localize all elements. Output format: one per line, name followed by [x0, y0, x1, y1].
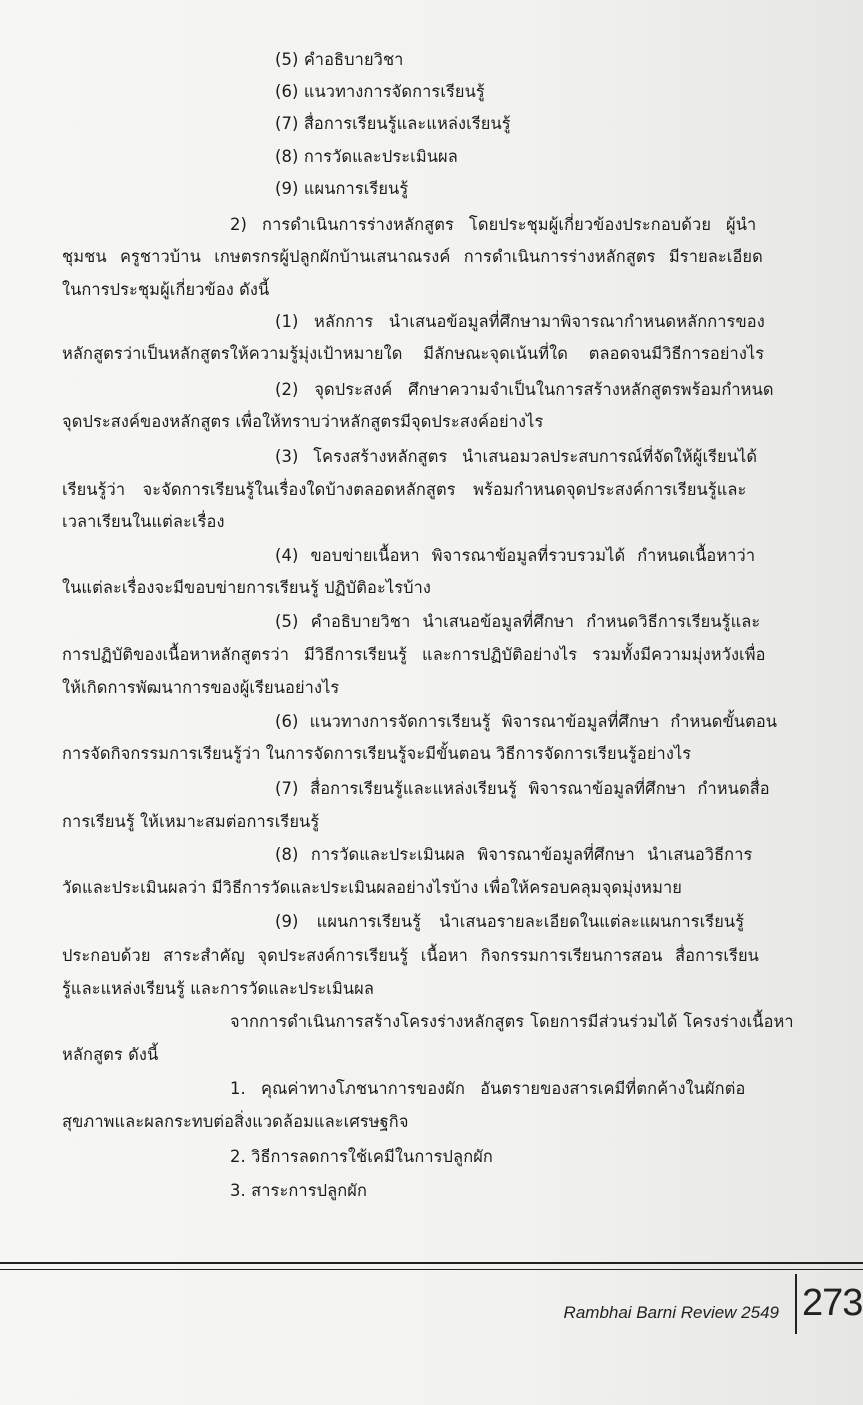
- text-line: ให้เกิดการพัฒนาการของผู้เรียนอย่างไร: [62, 678, 340, 697]
- journal-name: Rambhai Barni Review 2549: [563, 1303, 779, 1322]
- text-line: (7) สื่อการเรียนรู้และแหล่งเรียนรู้: [275, 114, 511, 133]
- text-line: หลักสูตรว่าเป็นหลักสูตรให้ความรู้มุ่งเป้าหมายใด มีลักษณะจุดเน้นที่ใด ตลอดจนมีวิธีการอย่างไร: [62, 344, 765, 363]
- text-line: (6) แนวทางการจัดการเรียนรู้ พิจารณาข้อมูลที่ศึกษา กำหนดขั้นตอน: [275, 712, 778, 731]
- text-line: ในแต่ละเรื่องจะมีขอบข่ายการเรียนรู้ ปฏิบัติอะไรบ้าง: [62, 578, 432, 597]
- text-line: (8) การวัดและประเมินผล: [275, 147, 458, 166]
- text-line: (1) หลักการ นำเสนอข้อมูลที่ศึกษามาพิจารณากำหนดหลักการของ: [275, 312, 765, 331]
- text-line: เรียนรู้ว่า จะจัดการเรียนรู้ในเรื่องใดบ้างตลอดหลักสูตร พร้อมกำหนดจุดประสงค์การเรียนรู้และ: [62, 480, 747, 499]
- footer-divider: [795, 1274, 797, 1334]
- text-line: จากการดำเนินการสร้างโครงร่างหลักสูตร โดยการมีส่วนร่วมได้ โครงร่างเนื้อหา: [230, 1012, 794, 1031]
- text-line: (8) การวัดและประเมินผล พิจารณาข้อมูลที่ศึกษา นำเสนอวิธีการ: [275, 845, 753, 864]
- footer-rule-bottom: [0, 1269, 863, 1270]
- text-line: (9) แผนการเรียนรู้: [275, 179, 409, 198]
- text-line: การเรียนรู้ ให้เหมาะสมต่อการเรียนรู้: [62, 812, 320, 831]
- text-line: (5) คำอธิบายวิชา: [275, 50, 404, 69]
- page-number: 273: [802, 1282, 863, 1324]
- text-line: หลักสูตร ดังนี้: [62, 1045, 159, 1064]
- text-line: การจัดกิจกรรมการเรียนรู้ว่า ในการจัดการเรียนรู้จะมีขั้นตอน วิธีการจัดการเรียนรู้อย่างไร: [62, 744, 692, 763]
- text-line: (4) ขอบข่ายเนื้อหา พิจารณาข้อมูลที่รวบรวมได้ กำหนดเนื้อหาว่า: [275, 546, 756, 565]
- text-line: 1. คุณค่าทางโภชนาการของผัก อันตรายของสารเคมีที่ตกค้างในผักต่อ: [230, 1079, 746, 1098]
- text-line: ประกอบด้วย สาระสำคัญ จุดประสงค์การเรียนรู้ เนื้อหา กิจกรรมการเรียนการสอน สื่อการเรียน: [62, 946, 759, 965]
- text-line: (2) จุดประสงค์ ศึกษาความจำเป็นในการสร้างหลักสูตรพร้อมกำหนด: [275, 380, 774, 399]
- text-line: 2) การดำเนินการร่างหลักสูตร โดยประชุมผู้เกี่ยวข้องประกอบด้วย ผู้นำ: [230, 215, 757, 234]
- footer-rule-top: [0, 1262, 863, 1264]
- text-line: ในการประชุมผู้เกี่ยวข้อง ดังนี้: [62, 280, 270, 299]
- text-line: (6) แนวทางการจัดการเรียนรู้: [275, 82, 485, 101]
- text-line: การปฏิบัติของเนื้อหาหลักสูตรว่า มีวิธีการเรียนรู้ และการปฏิบัติอย่างไร รวมทั้งมีความมุ่งหวังเพื่อ: [62, 645, 766, 664]
- text-line: (3) โครงสร้างหลักสูตร นำเสนอมวลประสบการณ์ที่จัดให้ผู้เรียนได้: [275, 447, 758, 466]
- text-line: จุดประสงค์ของหลักสูตร เพื่อให้ทราบว่าหลักสูตรมีจุดประสงค์อย่างไร: [62, 412, 544, 431]
- text-line: 2. วิธีการลดการใช้เคมีในการปลูกผัก: [230, 1147, 493, 1166]
- text-line: รู้และแหล่งเรียนรู้ และการวัดและประเมินผล: [62, 979, 375, 998]
- text-line: (7) สื่อการเรียนรู้และแหล่งเรียนรู้ พิจารณาข้อมูลที่ศึกษา กำหนดสื่อ: [275, 779, 770, 798]
- text-line: สุขภาพและผลกระทบต่อสิ่งแวดล้อมและเศรษฐกิจ: [62, 1112, 409, 1131]
- text-line: เวลาเรียนในแต่ละเรื่อง: [62, 512, 225, 531]
- text-line: ชุมชน ครูชาวบ้าน เกษตรกรผู้ปลูกผักบ้านเสนาณรงค์ การดำเนินการร่างหลักสูตร มีรายละเอียด: [62, 247, 763, 266]
- text-line: 3. สาระการปลูกผัก: [230, 1181, 367, 1200]
- text-line: (5) คำอธิบายวิชา นำเสนอข้อมูลที่ศึกษา กำหนดวิธีการเรียนรู้และ: [275, 612, 761, 631]
- text-line: วัดและประเมินผลว่า มีวิธีการวัดและประเมินผลอย่างไรบ้าง เพื่อให้ครอบคลุมจุดมุ่งหมาย: [62, 878, 683, 897]
- text-line: (9) แผนการเรียนรู้ นำเสนอรายละเอียดในแต่ละแผนการเรียนรู้: [275, 912, 745, 931]
